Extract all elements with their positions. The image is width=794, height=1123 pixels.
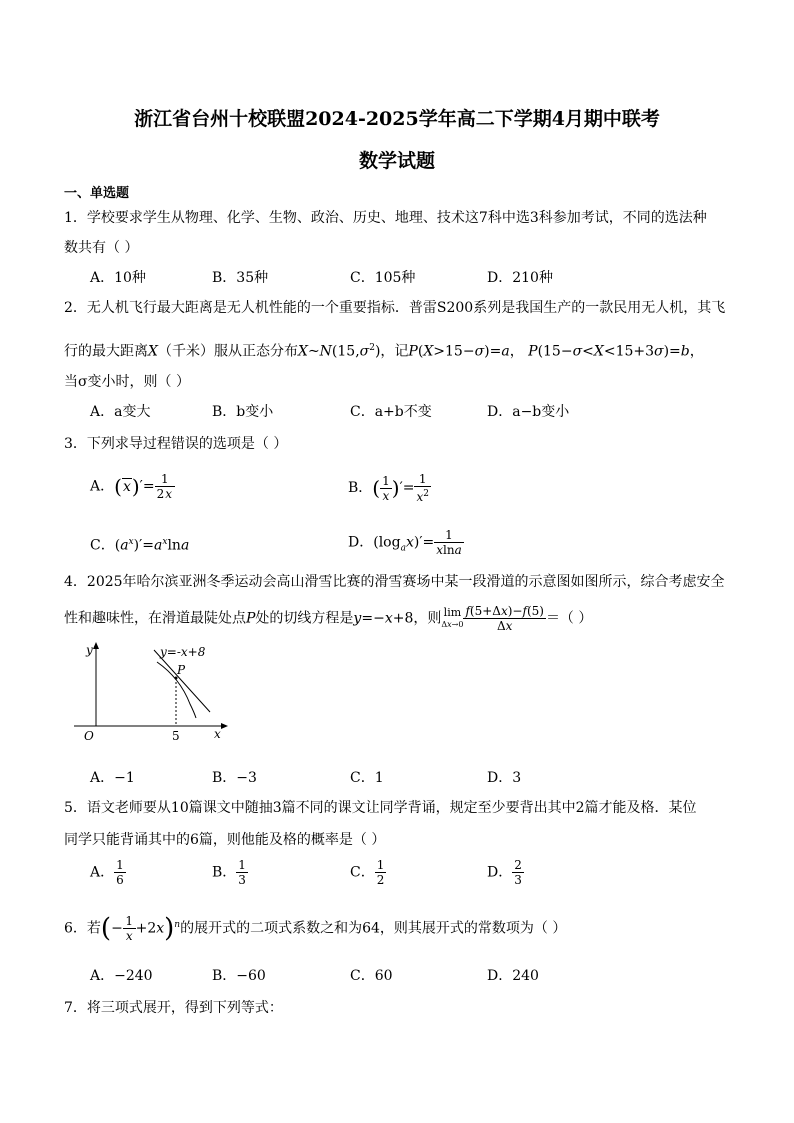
question-2-line-2: 行的最大距离X（千米）服从正态分布$X\sim N(15,\sigma^2)$，记P(X>15−σ)=a， P(15−σ<X<15+3σ)=b， xyxy=(64,343,704,360)
question-2-line-1: 2．无人机飞行最大距离是无人机性能的一个重要指标．普雷S200系列是我国生产的一款民用无人机，其飞 xyxy=(64,300,726,316)
q4-option-a: A．−1 xyxy=(90,770,135,786)
question-4-line-1: 4．2025年哈尔滨亚洲冬季运动会高山滑雪比赛的滑雪赛场中某一段滑道的示意图如图所示，综合考虑安全 xyxy=(64,574,725,590)
tangent-line xyxy=(154,650,210,712)
q3-option-d: D．$(\log_ax)'=$ $\frac{1}{xlna}$ xyxy=(348,528,462,557)
question-5-line-2: 同学只能背诵其中的6篇，则他能及格的概率是（ ） xyxy=(64,832,386,848)
x-axis-label: x xyxy=(214,727,221,741)
q4-option-c: C．1 xyxy=(350,770,384,786)
q1-option-a: A．10种 xyxy=(90,270,146,286)
q1-option-c: C．105种 xyxy=(350,270,416,286)
question-4-line-2: 性和趣味性，在滑道最陡处点P处的切线方程是y=−x+8，则 lim Δx→0 $\frac{f(5+\Delta x)-f(5)}{\Delta x}$ ＝（ ） xyxy=(64,604,593,633)
question-1-line-2: 数共有（ ） xyxy=(64,240,139,256)
q6-option-b: B．−60 xyxy=(212,968,266,984)
tick-label-5: 5 xyxy=(172,729,180,743)
x-axis-arrow xyxy=(221,723,228,729)
question-6-line-1: 6．若(− $\frac{1}{x}$ +2x)$^n$的展开式的二项式系数之和为64，则其展开式的常数项为（ ） xyxy=(64,913,567,944)
q6-option-a: A．−240 xyxy=(90,968,153,984)
q3-option-c: C．$(a^x)'=a^x\ln a$ xyxy=(90,537,190,554)
q5-option-a: A． $\frac{1}{6}$ xyxy=(90,858,124,887)
q4-option-d: D．3 xyxy=(487,770,522,786)
q2-option-b: B．b变小 xyxy=(212,404,274,420)
page-subtitle: 数学试题 xyxy=(358,150,435,172)
section-heading: 一、单选题 xyxy=(64,186,130,201)
q6-option-d: D．240 xyxy=(487,968,539,984)
y-axis-label: y xyxy=(86,643,93,657)
origin-label: O xyxy=(84,729,94,743)
q4-option-b: B．−3 xyxy=(212,770,257,786)
page-title: 浙江省台州十校联盟2024-2025学年高二下学期4月期中联考 xyxy=(134,108,660,130)
question-3-line-1: 3．下列求导过程错误的选项是（ ） xyxy=(64,436,288,452)
slope-graph xyxy=(64,640,244,750)
q5-option-d: D． $\frac{2}{3}$ xyxy=(487,858,522,887)
q6-option-c: C．60 xyxy=(350,968,393,984)
question-1-line-1: 1．学校要求学生从物理、化学、生物、政治、历史、地理、技术这7科中选3科参加考试，不同的选法种 xyxy=(64,210,707,226)
q2-option-a: A．a变大 xyxy=(90,404,151,420)
q1-option-d: D．210种 xyxy=(487,270,553,286)
question-5-line-1: 5．语文老师要从10篇课文中随抽3篇不同的课文让同学背诵，规定至少要背出其中2篇才能及格．某位 xyxy=(64,800,697,816)
question-7-line-1: 7．将三项式展开，得到下列等式： xyxy=(64,1000,283,1016)
q3-option-a: A．(x)′= $\frac{1}{2x}$ xyxy=(90,472,175,501)
q1-option-b: B．35种 xyxy=(212,270,269,286)
q2-option-d: D．a−b变小 xyxy=(487,404,570,420)
tangent-label: y=-x+8 xyxy=(160,645,206,659)
q2-option-c: C．a+b不变 xyxy=(350,404,432,420)
point-p-label: P xyxy=(177,663,186,677)
q5-option-b: B． $\frac{1}{3}$ xyxy=(212,858,246,887)
y-axis-arrow xyxy=(93,642,99,649)
q3-option-b: B．( $\frac{1}{x}$ )′= $\frac{1}{x^2}$ xyxy=(348,472,429,504)
question-2-line-3: 当σ变小时，则（ ） xyxy=(64,374,191,390)
q5-option-c: C． $\frac{1}{2}$ xyxy=(350,858,385,887)
